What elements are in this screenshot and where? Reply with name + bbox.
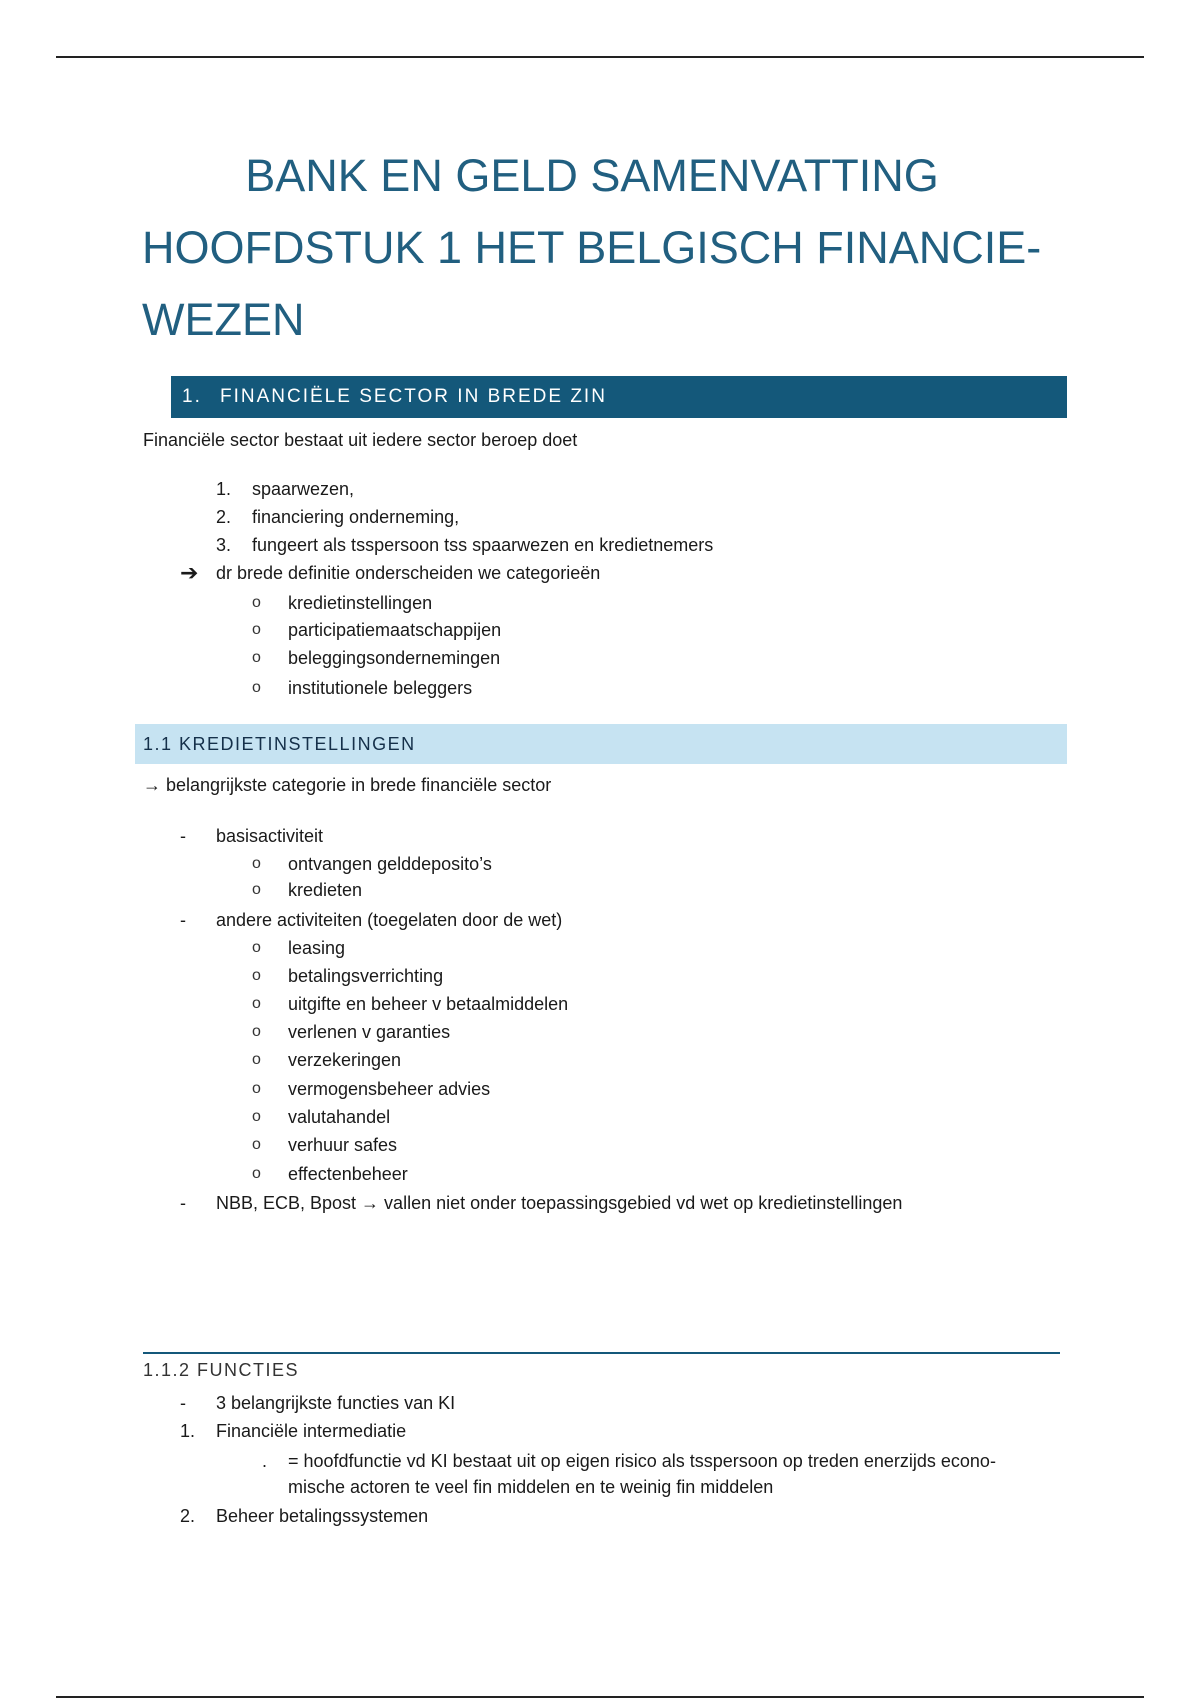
circle-bullet-icon: o bbox=[252, 995, 261, 1012]
bold-arrow-icon: ➔ bbox=[180, 560, 199, 585]
section-1-1-heading-text: 1.1 KREDIETINSTELLINGEN bbox=[143, 733, 416, 754]
circle-bullet-icon: o bbox=[252, 1108, 261, 1125]
circle-bullet-icon: o bbox=[252, 939, 261, 956]
circle-bullet-icon: o bbox=[252, 1165, 261, 1182]
numbered-item-2: financiering onderneming, bbox=[252, 507, 460, 527]
circle-bullet-icon: o bbox=[252, 855, 261, 872]
andere-item-4: verlenen v garanties bbox=[288, 1022, 451, 1042]
arrow-text: dr brede definitie onderscheiden we categorieën bbox=[216, 563, 601, 583]
dash-bullet: - bbox=[180, 826, 186, 846]
andere-item-1: leasing bbox=[288, 938, 346, 958]
section-1-1-2-heading: 1.1.2 FUNCTIES bbox=[143, 1352, 1060, 1386]
dash-bullet: - bbox=[180, 910, 186, 930]
andere-item-8: verhuur safes bbox=[288, 1135, 398, 1155]
numbered-item-1: spaarwezen, bbox=[252, 479, 355, 499]
functies-sub-line-1: = hoofdfunctie vd KI bestaat uit op eigen risico als tsspersoon op treden enerzijds econo- bbox=[288, 1451, 996, 1471]
functies-dash-line: 3 belangrijkste functies van KI bbox=[216, 1393, 456, 1413]
bottom-rule bbox=[56, 1696, 1144, 1698]
category-item-1: kredietinstellingen bbox=[288, 593, 433, 613]
category-item-2: participatiemaatschappijen bbox=[288, 620, 502, 640]
nbb-line: NBB, ECB, Bpost → vallen niet onder toepassingsgebied vd wet op kredietinstellingen bbox=[216, 1193, 903, 1213]
andere-item-5: verzekeringen bbox=[288, 1050, 402, 1070]
circle-bullet-icon: o bbox=[252, 594, 261, 611]
section-1-intro: Financiële sector bestaat uit iedere sector beroep doet bbox=[143, 430, 578, 450]
numbered-marker-1: 1. bbox=[216, 479, 232, 499]
basis-item-1: ontvangen gelddeposito’s bbox=[288, 854, 492, 874]
andere-item-6: vermogensbeheer advies bbox=[288, 1079, 491, 1099]
andere-item-3: uitgifte en beheer v betaalmiddelen bbox=[288, 994, 569, 1014]
functies-marker-2: 2. bbox=[180, 1506, 196, 1526]
basis-label: basisactiviteit bbox=[216, 826, 324, 846]
section-1-heading bbox=[171, 376, 1067, 418]
andere-item-9: effectenbeheer bbox=[288, 1164, 408, 1184]
functies-sub-line-2: mische actoren te veel fin middelen en te weinig fin middelen bbox=[288, 1477, 774, 1497]
section-1-number: 1. bbox=[182, 386, 202, 407]
section-1-heading-text: FINANCIËLE SECTOR IN BREDE ZIN bbox=[220, 386, 607, 407]
circle-bullet-icon: o bbox=[252, 649, 261, 666]
category-item-4: institutionele beleggers bbox=[288, 678, 473, 698]
section-1-1-heading bbox=[135, 724, 1067, 764]
numbered-item-3: fungeert als tsspersoon tss spaarwezen en kredietnemers bbox=[252, 535, 714, 555]
title-line-1: BANK EN GELD SAMENVATTING bbox=[245, 150, 939, 201]
dash-bullet: - bbox=[180, 1193, 186, 1213]
section-1-1-arrow-line: → belangrijkste categorie in brede financiële sector bbox=[143, 775, 552, 795]
functies-marker-1: 1. bbox=[180, 1421, 196, 1441]
top-rule bbox=[56, 56, 1144, 58]
title-line-2-text: HOOFDSTUK 1 HET BELGISCH FINANCIE- bbox=[142, 222, 1042, 273]
functies-item-1: Financiële intermediatie bbox=[216, 1421, 407, 1441]
title-line-2 bbox=[142, 212, 1072, 356]
circle-bullet-icon: o bbox=[252, 679, 261, 696]
circle-bullet-icon: o bbox=[252, 621, 261, 638]
circle-bullet-icon: o bbox=[252, 1080, 261, 1097]
dot-bullet: . bbox=[262, 1451, 268, 1471]
circle-bullet-icon: o bbox=[252, 1136, 261, 1153]
numbered-marker-3: 3. bbox=[216, 535, 232, 555]
andere-label: andere activiteiten (toegelaten door de wet) bbox=[216, 910, 563, 930]
basis-item-2: kredieten bbox=[288, 880, 363, 900]
andere-item-7: valutahandel bbox=[288, 1107, 391, 1127]
category-item-3: beleggingsondernemingen bbox=[288, 648, 501, 668]
circle-bullet-icon: o bbox=[252, 1023, 261, 1040]
circle-bullet-icon: o bbox=[252, 1051, 261, 1068]
andere-item-2: betalingsverrichting bbox=[288, 966, 444, 986]
title-line-3-text: WEZEN bbox=[142, 294, 305, 345]
functies-item-2: Beheer betalingssystemen bbox=[216, 1506, 429, 1526]
dash-bullet: - bbox=[180, 1393, 186, 1413]
circle-bullet-icon: o bbox=[252, 967, 261, 984]
circle-bullet-icon: o bbox=[252, 881, 261, 898]
numbered-marker-2: 2. bbox=[216, 507, 232, 527]
